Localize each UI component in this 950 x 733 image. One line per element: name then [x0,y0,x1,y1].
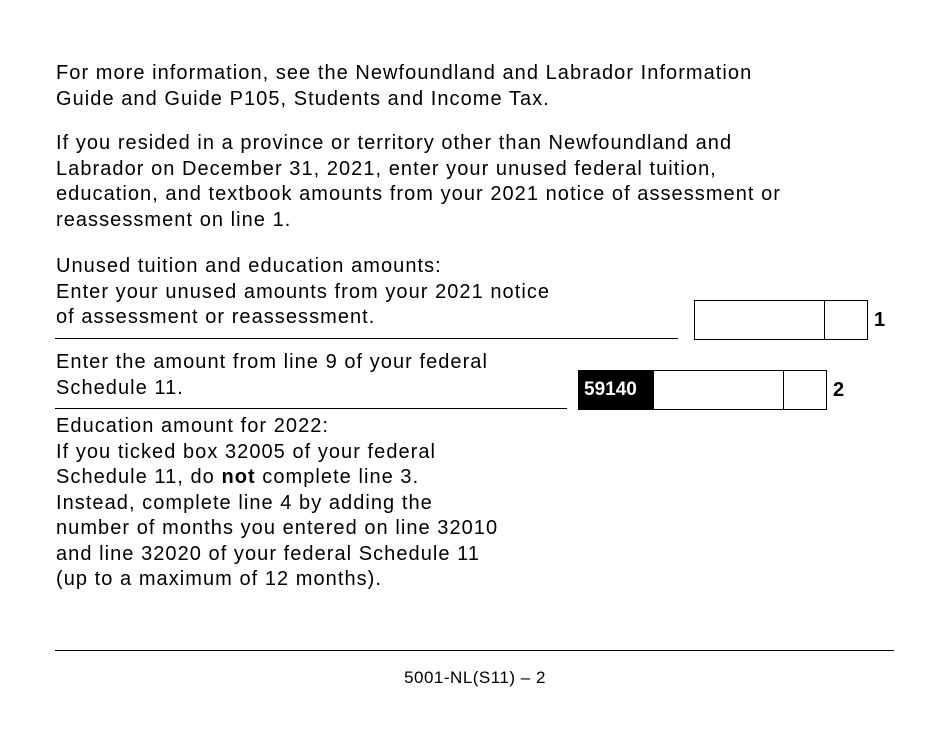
form-page-id: 5001-NL(S11) – 2 [404,668,546,687]
education-heading: Education amount for 2022: [56,415,330,437]
education-instruction-c-bold: not [221,466,256,488]
line2-amount-field[interactable] [653,370,827,410]
line2-label: Enter the amount from line 9 of your federal Schedule 11. [56,351,488,399]
line1-dollars-cell[interactable] [695,301,825,339]
line1-cents-cell[interactable] [825,301,867,339]
line1-number: 1 [874,309,886,331]
education-instruction-c [56,465,498,491]
education-instruction-b: If you ticked box 32005 of your federal [56,440,437,463]
line2-code-badge: 59140 [578,370,654,410]
footer-divider [55,650,894,651]
line1-divider [55,338,678,339]
line2-number: 2 [833,379,845,401]
education-instruction-c-post: complete line 3. [255,466,420,488]
line1-amount-field[interactable] [694,300,868,340]
info-paragraph: For more information, see the Newfoundland and Labrador Information Guide and Guide P105, Students and Income Tax. [56,62,753,110]
line2-dollars-cell[interactable] [654,371,784,409]
residency-paragraph: If you resided in a province or territory other than Newfoundland and Labrador on December 31, 2021, enter your unused federal tuition, education, and textbook amounts from your 2021 notice of assessment or reassessment on line 1. [56,132,781,231]
education-instruction-d: Instead, complete line 4 by adding the number of months you entered on line 32010 and line 32020 of your federal Schedule 11 (up to a maximum of 12 months). [56,491,499,590]
education-instruction-c-pre: Schedule 11, do [56,466,222,488]
line2-cents-cell[interactable] [784,371,826,409]
education-amount-section [56,414,498,593]
line1-label: Unused tuition and education amounts: Enter your unused amounts from your 2021 notice of assessment or reassessment. [56,255,551,328]
line2-divider [55,408,567,409]
